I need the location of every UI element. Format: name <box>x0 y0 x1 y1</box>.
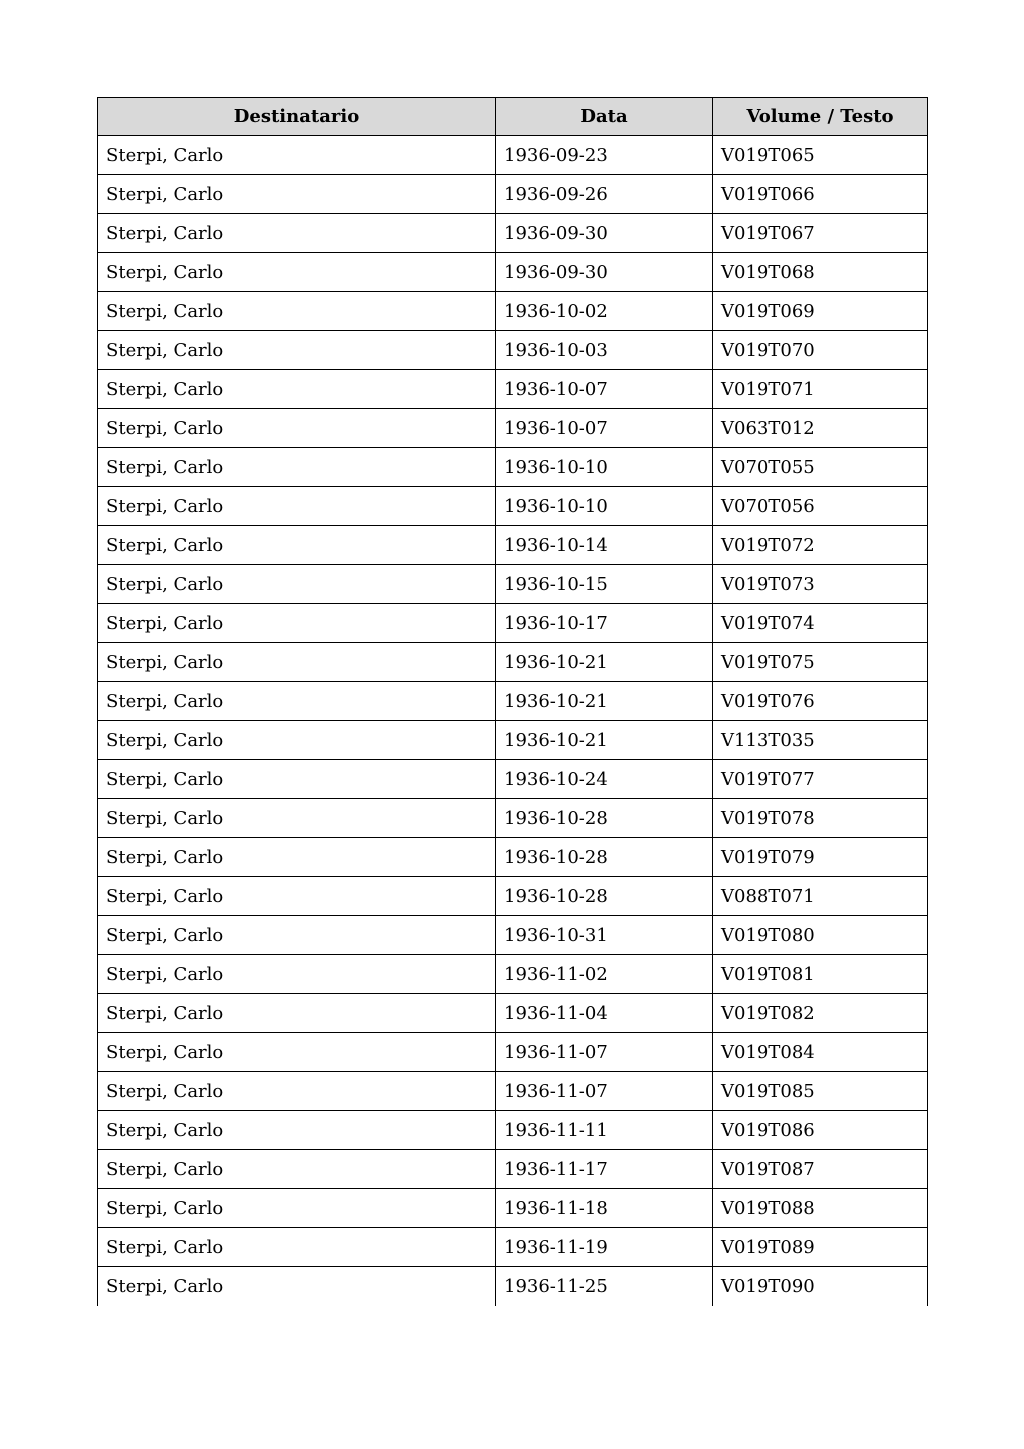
cell-volume-testo: V019T068 <box>713 253 928 292</box>
cell-volume-testo: V019T071 <box>713 370 928 409</box>
table-row <box>98 214 928 253</box>
table-row <box>98 448 928 487</box>
cell-data: 1936-10-10 <box>496 487 713 526</box>
cell-data: 1936-10-07 <box>496 370 713 409</box>
header-volume-testo: Volume / Testo <box>713 98 928 136</box>
header-data: Data <box>496 98 713 136</box>
cell-volume-testo: V019T090 <box>713 1267 928 1306</box>
cell-data: 1936-10-03 <box>496 331 713 370</box>
cell-data: 1936-11-02 <box>496 955 713 994</box>
cell-destinatario: Sterpi, Carlo <box>98 1111 496 1150</box>
cell-volume-testo: V019T089 <box>713 1228 928 1267</box>
cell-data: 1936-10-28 <box>496 799 713 838</box>
letters-table <box>97 97 928 1306</box>
cell-data: 1936-10-21 <box>496 721 713 760</box>
cell-volume-testo: V063T012 <box>713 409 928 448</box>
cell-destinatario: Sterpi, Carlo <box>98 994 496 1033</box>
cell-volume-testo: V019T081 <box>713 955 928 994</box>
table-row <box>98 409 928 448</box>
table-row <box>98 292 928 331</box>
table-row <box>98 721 928 760</box>
cell-destinatario: Sterpi, Carlo <box>98 448 496 487</box>
cell-data: 1936-10-07 <box>496 409 713 448</box>
cell-data: 1936-11-11 <box>496 1111 713 1150</box>
table-row <box>98 1228 928 1267</box>
table-header-row <box>98 98 928 136</box>
cell-destinatario: Sterpi, Carlo <box>98 1267 496 1306</box>
cell-destinatario: Sterpi, Carlo <box>98 409 496 448</box>
cell-data: 1936-11-04 <box>496 994 713 1033</box>
cell-data: 1936-09-23 <box>496 136 713 175</box>
cell-destinatario: Sterpi, Carlo <box>98 1228 496 1267</box>
cell-data: 1936-10-10 <box>496 448 713 487</box>
cell-volume-testo: V070T056 <box>713 487 928 526</box>
table-row <box>98 877 928 916</box>
cell-destinatario: Sterpi, Carlo <box>98 253 496 292</box>
cell-volume-testo: V019T076 <box>713 682 928 721</box>
cell-destinatario: Sterpi, Carlo <box>98 1189 496 1228</box>
cell-destinatario: Sterpi, Carlo <box>98 1033 496 1072</box>
cell-data: 1936-10-15 <box>496 565 713 604</box>
cell-destinatario: Sterpi, Carlo <box>98 838 496 877</box>
cell-destinatario: Sterpi, Carlo <box>98 604 496 643</box>
table-row <box>98 994 928 1033</box>
cell-volume-testo: V019T086 <box>713 1111 928 1150</box>
cell-volume-testo: V019T075 <box>713 643 928 682</box>
cell-volume-testo: V019T082 <box>713 994 928 1033</box>
cell-destinatario: Sterpi, Carlo <box>98 214 496 253</box>
cell-data: 1936-11-17 <box>496 1150 713 1189</box>
cell-volume-testo: V019T073 <box>713 565 928 604</box>
cell-data: 1936-11-07 <box>496 1072 713 1111</box>
cell-data: 1936-10-14 <box>496 526 713 565</box>
cell-volume-testo: V019T085 <box>713 1072 928 1111</box>
cell-volume-testo: V019T074 <box>713 604 928 643</box>
cell-volume-testo: V019T088 <box>713 1189 928 1228</box>
cell-destinatario: Sterpi, Carlo <box>98 799 496 838</box>
cell-data: 1936-10-24 <box>496 760 713 799</box>
table-row <box>98 1033 928 1072</box>
table-row <box>98 682 928 721</box>
cell-data: 1936-11-07 <box>496 1033 713 1072</box>
cell-volume-testo: V019T067 <box>713 214 928 253</box>
cell-data: 1936-09-30 <box>496 214 713 253</box>
table-row <box>98 175 928 214</box>
cell-volume-testo: V019T077 <box>713 760 928 799</box>
cell-destinatario: Sterpi, Carlo <box>98 487 496 526</box>
table-row <box>98 370 928 409</box>
cell-data: 1936-11-25 <box>496 1267 713 1306</box>
table-row <box>98 1267 928 1306</box>
cell-volume-testo: V070T055 <box>713 448 928 487</box>
table-row <box>98 526 928 565</box>
cell-destinatario: Sterpi, Carlo <box>98 136 496 175</box>
table-row <box>98 643 928 682</box>
table-row <box>98 760 928 799</box>
cell-volume-testo: V113T035 <box>713 721 928 760</box>
cell-destinatario: Sterpi, Carlo <box>98 955 496 994</box>
cell-destinatario: Sterpi, Carlo <box>98 526 496 565</box>
cell-data: 1936-09-30 <box>496 253 713 292</box>
cell-destinatario: Sterpi, Carlo <box>98 721 496 760</box>
table-row <box>98 604 928 643</box>
table-body <box>98 136 928 1306</box>
cell-data: 1936-10-17 <box>496 604 713 643</box>
cell-destinatario: Sterpi, Carlo <box>98 292 496 331</box>
cell-destinatario: Sterpi, Carlo <box>98 331 496 370</box>
cell-destinatario: Sterpi, Carlo <box>98 370 496 409</box>
cell-volume-testo: V019T087 <box>713 1150 928 1189</box>
table-row <box>98 487 928 526</box>
table-row <box>98 916 928 955</box>
cell-volume-testo: V019T066 <box>713 175 928 214</box>
cell-data: 1936-10-28 <box>496 838 713 877</box>
cell-volume-testo: V019T069 <box>713 292 928 331</box>
cell-volume-testo: V019T065 <box>713 136 928 175</box>
table-row <box>98 1111 928 1150</box>
table-row <box>98 838 928 877</box>
cell-destinatario: Sterpi, Carlo <box>98 682 496 721</box>
table-row <box>98 1150 928 1189</box>
table-row <box>98 565 928 604</box>
cell-data: 1936-10-02 <box>496 292 713 331</box>
table-row <box>98 955 928 994</box>
cell-data: 1936-09-26 <box>496 175 713 214</box>
cell-data: 1936-10-31 <box>496 916 713 955</box>
header-destinatario: Destinatario <box>98 98 496 136</box>
table-row <box>98 331 928 370</box>
cell-data: 1936-10-21 <box>496 682 713 721</box>
cell-destinatario: Sterpi, Carlo <box>98 643 496 682</box>
cell-volume-testo: V019T070 <box>713 331 928 370</box>
table-row <box>98 1072 928 1111</box>
cell-volume-testo: V088T071 <box>713 877 928 916</box>
cell-data: 1936-10-21 <box>496 643 713 682</box>
cell-destinatario: Sterpi, Carlo <box>98 175 496 214</box>
cell-volume-testo: V019T078 <box>713 799 928 838</box>
cell-volume-testo: V019T080 <box>713 916 928 955</box>
cell-volume-testo: V019T084 <box>713 1033 928 1072</box>
cell-destinatario: Sterpi, Carlo <box>98 1150 496 1189</box>
cell-data: 1936-11-18 <box>496 1189 713 1228</box>
cell-destinatario: Sterpi, Carlo <box>98 916 496 955</box>
cell-data: 1936-11-19 <box>496 1228 713 1267</box>
table-row <box>98 1189 928 1228</box>
table-row <box>98 799 928 838</box>
cell-volume-testo: V019T072 <box>713 526 928 565</box>
table-row <box>98 136 928 175</box>
cell-destinatario: Sterpi, Carlo <box>98 1072 496 1111</box>
cell-data: 1936-10-28 <box>496 877 713 916</box>
cell-destinatario: Sterpi, Carlo <box>98 565 496 604</box>
cell-destinatario: Sterpi, Carlo <box>98 877 496 916</box>
cell-destinatario: Sterpi, Carlo <box>98 760 496 799</box>
cell-volume-testo: V019T079 <box>713 838 928 877</box>
table-row <box>98 253 928 292</box>
